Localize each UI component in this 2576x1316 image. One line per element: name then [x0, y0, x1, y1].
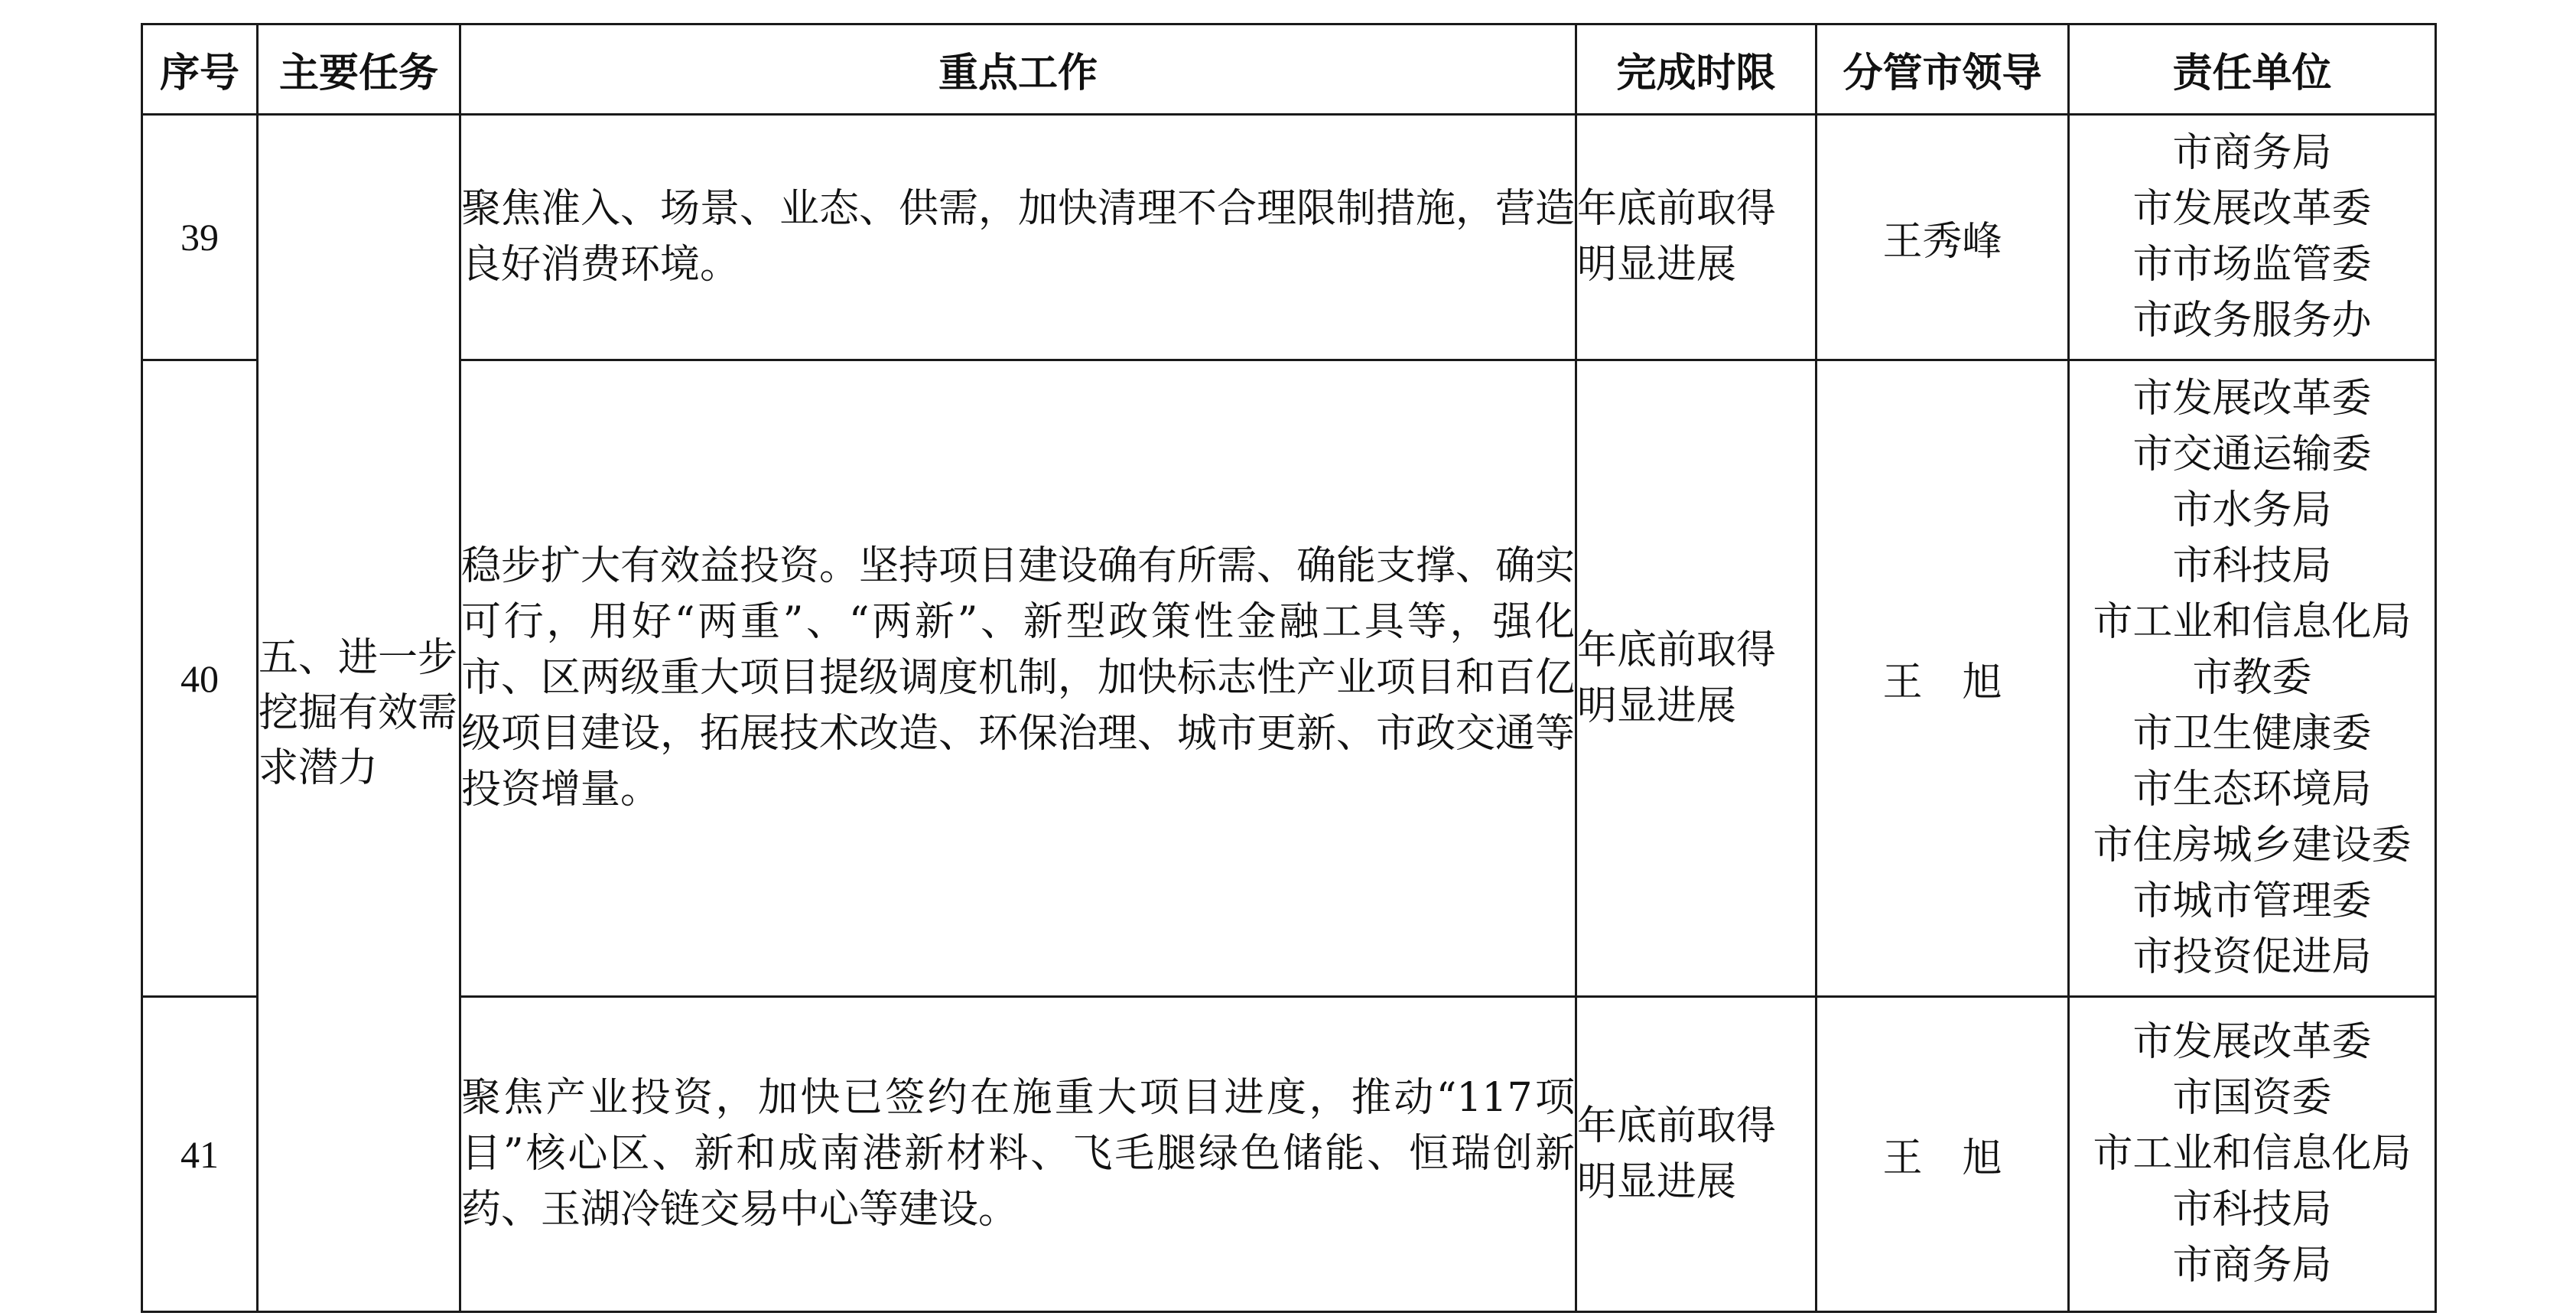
- unit-item: 市科技局: [2172, 1187, 2332, 1233]
- unit-item: 市科技局: [2172, 543, 2332, 589]
- work-text: 稳步扩大有效益投资。坚持项目建设确有所需、确能支撑、确实可行，用好“两重”、“两新”、新型政策性金融工具等，强化市、区两级重大项目提级调度机制，加快标志性产业项目和百亿级项目建设，拓展技术改造、环保治理、城市更新、市政交通等投资增量。: [461, 543, 1576, 813]
- work-cell: [460, 360, 1576, 997]
- units-cell: [2069, 115, 2436, 360]
- deadline-text: 年底前取得明显进展: [1577, 627, 1777, 729]
- deadline-text: 年底前取得明显进展: [1577, 186, 1777, 288]
- unit-item: 市发展改革委: [2132, 1019, 2372, 1065]
- table-row: [142, 997, 2436, 1312]
- deadline-text: 年底前取得明显进展: [1577, 1103, 1777, 1205]
- unit-item: 市交通运输委: [2132, 432, 2372, 477]
- unit-item: 市住房城乡建设委: [2093, 822, 2412, 868]
- main-task-text: 五、进一步挖掘有效需求潜力: [259, 635, 458, 791]
- table-row: [142, 115, 2436, 360]
- leader-cell: 王秀峰: [1817, 115, 2069, 360]
- unit-item: 市国资委: [2172, 1075, 2332, 1121]
- header-units: 责任单位: [2069, 24, 2436, 115]
- header-task: 主要任务: [258, 24, 460, 115]
- unit-item: 市卫生健康委: [2132, 711, 2372, 757]
- unit-item: 市投资促进局: [2132, 934, 2372, 980]
- unit-item: 市教委: [2192, 655, 2312, 701]
- unit-item: 市市场监管委: [2132, 242, 2372, 288]
- unit-item: 市商务局: [2172, 130, 2332, 176]
- deadline-cell: [1576, 360, 1817, 997]
- unit-item: 市商务局: [2172, 1243, 2332, 1288]
- header-row: [142, 24, 2436, 115]
- header-work: 重点工作: [460, 24, 1576, 115]
- leader-cell: 王 旭: [1817, 360, 2069, 997]
- deadline-cell: [1576, 115, 1817, 360]
- unit-item: 市工业和信息化局: [2093, 1131, 2412, 1177]
- units-cell: [2069, 360, 2436, 997]
- table-row: [142, 360, 2436, 997]
- work-cell: [460, 997, 1576, 1312]
- leader-cell: 王 旭: [1817, 997, 2069, 1312]
- work-cell: [460, 115, 1576, 360]
- units-cell: [2069, 997, 2436, 1312]
- row-number: 41: [142, 997, 258, 1312]
- unit-item: 市生态环境局: [2132, 767, 2372, 813]
- work-text: 聚焦准入、场景、业态、供需，加快清理不合理限制措施，营造良好消费环境。: [461, 186, 1576, 288]
- unit-item: 市水务局: [2172, 487, 2332, 533]
- header-deadline: 完成时限: [1576, 24, 1817, 115]
- header-leader: 分管市领导: [1817, 24, 2069, 115]
- header-num: 序号: [142, 24, 258, 115]
- row-number: 39: [142, 115, 258, 360]
- unit-item: 市工业和信息化局: [2093, 599, 2412, 645]
- task-table: [141, 23, 2437, 1313]
- work-text: 聚焦产业投资，加快已签约在施重大项目进度，推动“117项目”核心区、新和成南港新材料、飞毛腿绿色储能、恒瑞创新药、玉湖冷链交易中心等建设。: [461, 1075, 1575, 1233]
- unit-item: 市发展改革委: [2132, 186, 2372, 232]
- unit-item: 市政务服务办: [2132, 298, 2372, 344]
- unit-item: 市城市管理委: [2132, 878, 2372, 924]
- unit-item: 市发展改革委: [2132, 376, 2372, 422]
- main-task-cell: [258, 115, 460, 1312]
- deadline-cell: [1576, 997, 1817, 1312]
- row-number: 40: [142, 360, 258, 997]
